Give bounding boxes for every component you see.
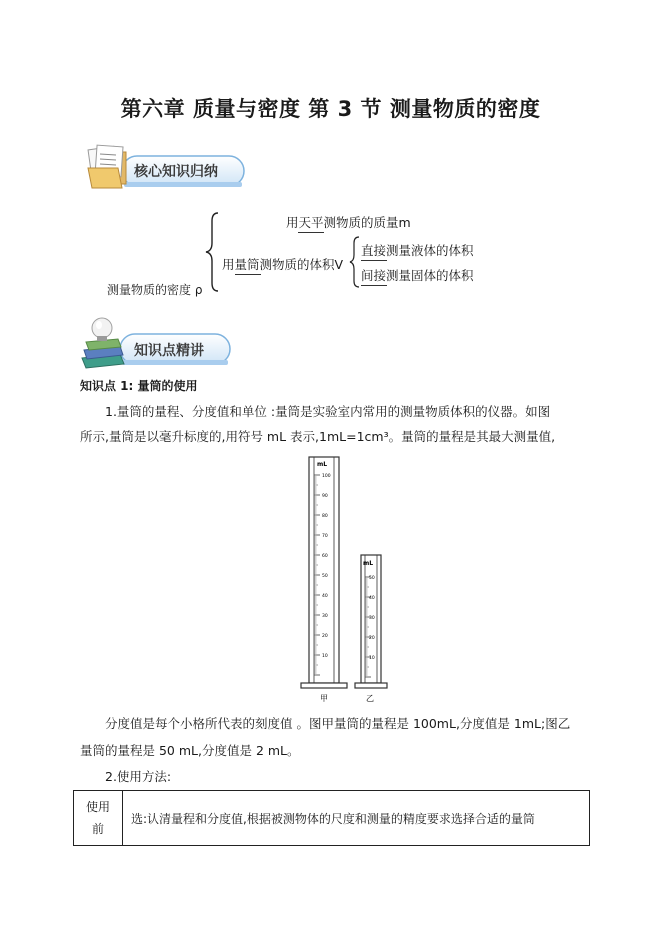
paragraph-2-line-2: 量筒的量程是 50 mL,分度值是 2 mL。 <box>80 743 300 758</box>
cylinder-a-tick-label: 40 <box>322 594 328 599</box>
usage-row-label-line-2: 前 <box>91 822 104 836</box>
usage-table <box>73 790 590 846</box>
table-row <box>74 791 590 846</box>
cylinder-b-unit: mL <box>363 560 374 567</box>
outline-root: 测量物质的密度 ρ <box>107 283 203 297</box>
outline-liquid: 直接测量液体的体积 <box>361 243 474 258</box>
paragraph-1-line-2: 所示,量筒是以毫升标度的,用符号 mL 表示,1mL=1cm³。量筒的量程是其最大测量值, <box>80 429 556 444</box>
cylinders-figure <box>295 455 395 705</box>
usage-row-content: 选:认清量程和分度值,根据被测物体的尺度和测量的精度要求选择合适的量筒 <box>123 791 590 846</box>
cylinder-a-tick-label: 30 <box>322 614 328 619</box>
cylinder-b-tick-label: 10 <box>369 656 375 661</box>
page-title: 第六章 质量与密度 第 3 节 测量物质的密度 <box>120 97 541 121</box>
points-banner-label: 知识点精讲 <box>134 343 204 359</box>
cylinder-a-tick-label: 70 <box>322 534 328 539</box>
points-banner <box>80 314 232 370</box>
cylinder-b-caption: 乙 <box>366 694 374 703</box>
paragraph-2-line-1: 分度值是每个小格所代表的刻度值 。图甲量筒的量程是 100mL,分度值是 1mL;图乙 <box>105 716 571 731</box>
outline-volume-underline <box>235 274 261 275</box>
outline-solid-underline <box>361 285 387 286</box>
knowledge-outline <box>0 205 661 305</box>
section-heading: 知识点 1: 量筒的使用 <box>80 379 198 393</box>
cylinder-a-tick-label: 100 <box>322 474 331 479</box>
outline-mass-underline <box>298 232 324 233</box>
cylinder-a-tick-label: 80 <box>322 514 328 519</box>
cylinder-a <box>301 457 347 703</box>
cylinder-a-caption: 甲 <box>320 694 328 703</box>
cylinder-a-tick-label: 10 <box>322 654 328 659</box>
summary-banner-label: 核心知识归纳 <box>134 164 218 180</box>
cylinder-b <box>355 555 387 703</box>
outline-solid: 间接测量固体的体积 <box>361 268 474 283</box>
cylinder-b-tick-label: 50 <box>369 576 375 581</box>
outline-volume: 用量筒测物质的体积V <box>222 257 344 272</box>
graduated-cylinders-diagram <box>295 455 395 705</box>
cylinder-a-unit: mL <box>317 461 328 468</box>
cylinder-b-tick-label: 20 <box>369 636 375 641</box>
summary-banner <box>84 142 246 192</box>
cylinder-b-tick-label: 40 <box>369 596 375 601</box>
cylinder-a-tick-label: 50 <box>322 574 328 579</box>
cylinder-a-tick-label: 20 <box>322 634 328 639</box>
paragraph-1-line-1: 1.量筒的量程、分度值和单位 :量筒是实验室内常用的测量物质体积的仪器。如图 <box>105 404 551 419</box>
outline-liquid-underline <box>361 260 387 261</box>
usage-row-label <box>74 791 123 846</box>
cylinder-a-tick-label: 90 <box>322 494 328 499</box>
usage-row-label-line-1: 使用 <box>85 800 110 814</box>
outline-mass: 用天平测物质的质量m <box>286 215 411 230</box>
cylinder-a-tick-label: 60 <box>322 554 328 559</box>
usage-heading: 2.使用方法: <box>105 769 172 784</box>
cylinder-b-tick-label: 30 <box>369 616 375 621</box>
